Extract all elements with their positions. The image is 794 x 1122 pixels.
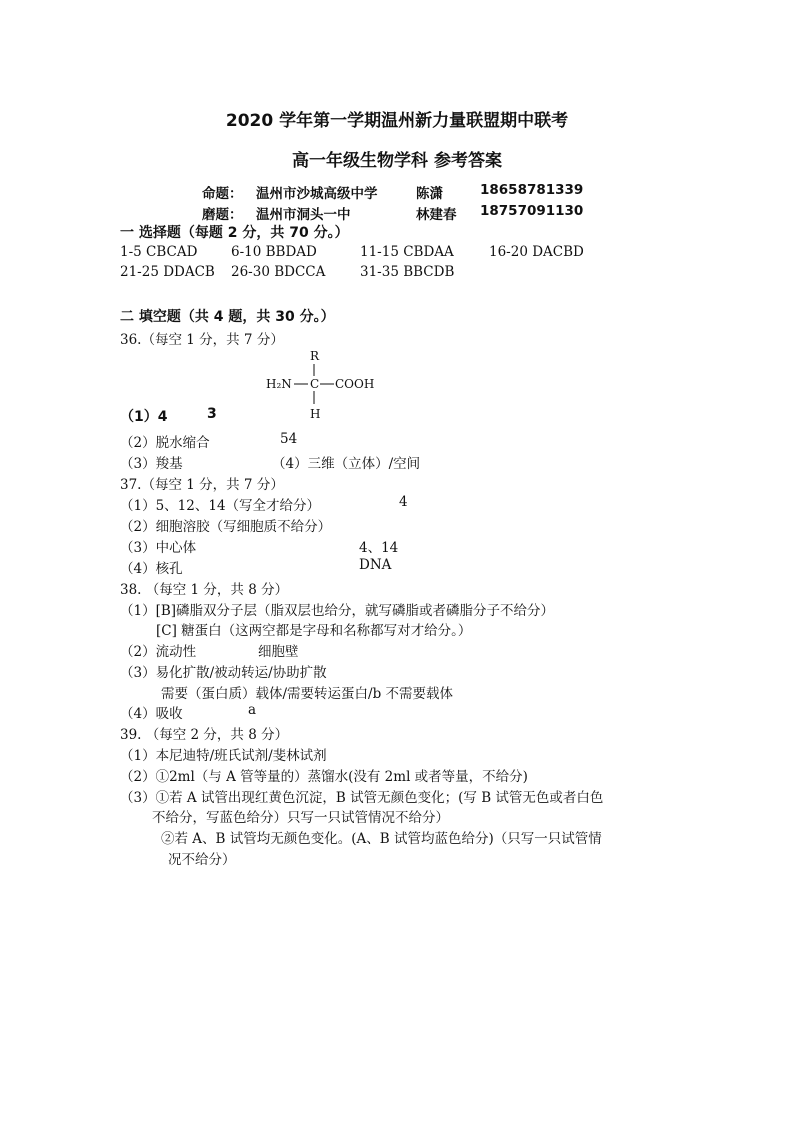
q38-answer-2: （2）流动性 — [120, 644, 197, 660]
q37-heading: 37.（每空 1 分，共 7 分） — [120, 477, 284, 493]
setter-name: 陈潇 — [416, 186, 443, 202]
q38-answer-1: （1）[B]磷脂双分子层（脂双层也给分，就写磷脂或者磷脂分子不给分） — [120, 603, 555, 619]
reviewer-phone: 18757091130 — [480, 203, 584, 219]
document-subtitle: 高一年级生物学科 参考答案 — [292, 151, 502, 171]
reviewer-label: 磨题： — [202, 207, 243, 223]
q38-answer-3: （3）易化扩散/被动转运/协助扩散 — [120, 665, 327, 681]
reviewer-name: 林建春 — [416, 207, 457, 223]
q36-answer-3: （3）羧基 — [120, 456, 183, 472]
q39-answer-3-cont: 不给分，写蓝色给分）只写一只试管情况不给分） — [152, 810, 449, 826]
q37-answer-3b: 4、14 — [359, 540, 399, 556]
q36-heading: 36.（每空 1 分，共 7 分） — [120, 332, 284, 348]
answer-group: 1-5 CBCAD — [120, 244, 198, 260]
section1-title: 一 选择题（每题 2 分，共 70 分。） — [120, 225, 349, 241]
formula-c: C — [310, 377, 320, 391]
document-title: 2020 学年第一学期温州新力量联盟期中联考 — [225, 111, 569, 131]
q37-answer-4b: DNA — [359, 557, 392, 573]
answer-group: 26-30 BDCCA — [231, 264, 326, 280]
q38-answer-4b: a — [248, 702, 257, 718]
q38-answer-2b: 细胞壁 — [258, 644, 299, 660]
q37-answer-1: （1）5、12、14（写全才给分） — [120, 498, 321, 514]
q36-answer-4: （4）三维（立体）/空间 — [272, 456, 421, 472]
section2-title: 二 填空题（共 4 题，共 30 分。） — [120, 309, 335, 325]
formula-h: H — [310, 407, 321, 421]
q38-answer-4: （4）吸收 — [120, 706, 183, 722]
answer-group: 16-20 DACBD — [489, 244, 584, 260]
q38-heading: 38. （每空 1 分，共 8 分） — [120, 582, 289, 598]
q38-answer-3b: 需要（蛋白质）载体/需要转运蛋白/b 不需要载体 — [161, 686, 454, 702]
formula-h2n: H₂N — [266, 377, 292, 391]
q36-answer-2: （2）脱水缩合 — [120, 435, 210, 451]
setter-label: 命题： — [202, 186, 243, 202]
formula-r: R — [310, 349, 320, 363]
q39-heading: 39. （每空 2 分，共 8 分） — [120, 727, 289, 743]
q38-answer-1b: [C] 糖蛋白（这两空都是字母和名称都写对才给分。） — [156, 623, 472, 639]
answer-group: 6-10 BBDAD — [231, 244, 317, 260]
q37-answer-2: （2）细胞溶胶（写细胞质不给分） — [120, 519, 332, 535]
q36-answer-1: （1）4 — [120, 409, 168, 425]
answer-group: 11-15 CBDAA — [360, 244, 454, 260]
q37-answer-3: （3）中心体 — [120, 540, 197, 556]
q36-answer-2b: 54 — [280, 431, 298, 447]
reviewer-school: 温州市洞头一中 — [256, 207, 351, 223]
q39-answer-3: （3）①若 A 试管出现红黄色沉淀，B 试管无颜色变化；(写 B 试管无色或者白色 — [120, 790, 604, 806]
q37-answer-4: （4）核孔 — [120, 561, 183, 577]
setter-phone: 18658781339 — [480, 182, 584, 198]
answer-group: 21-25 DDACB — [120, 264, 215, 280]
q39-answer-2: （2）①2ml（与 A 管等量的）蒸馏水(没有 2ml 或者等量，不给分) — [120, 769, 528, 785]
q39-answer-3-part2-cont: 况不给分） — [168, 852, 236, 868]
q36-answer-1b: 3 — [207, 406, 217, 422]
q39-answer-1: （1）本尼迪特/班氏试剂/斐林试剂 — [120, 748, 327, 764]
setter-school: 温州市沙城高级中学 — [256, 186, 378, 202]
amino-acid-structure — [260, 346, 390, 422]
q37-answer-1b: 4 — [399, 494, 408, 510]
q39-answer-3-part2: ②若 A、B 试管均无颜色变化。(A、B 试管均蓝色给分)（只写一只试管情 — [161, 831, 602, 847]
formula-cooh: COOH — [335, 377, 375, 391]
answer-group: 31-35 BBCDB — [360, 264, 455, 280]
